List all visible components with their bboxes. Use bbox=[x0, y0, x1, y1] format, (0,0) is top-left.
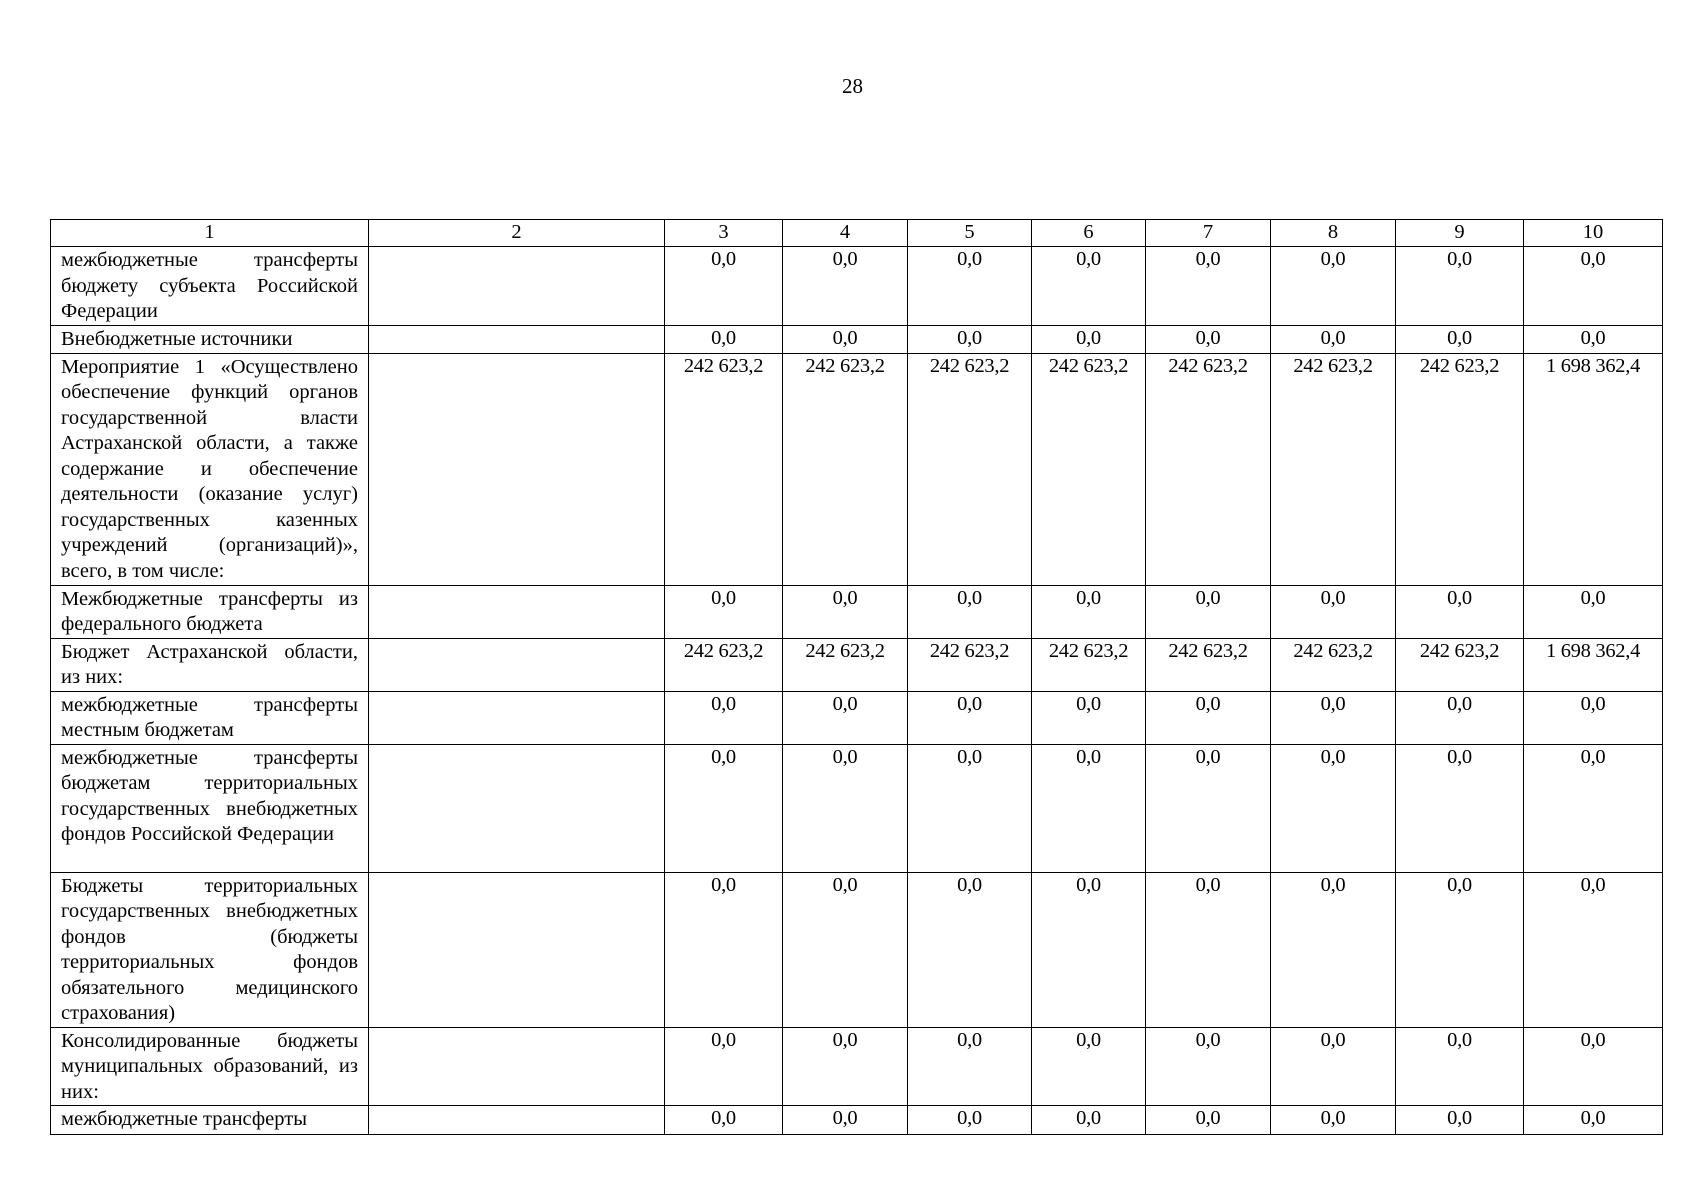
value-cell: 0,0 bbox=[783, 1027, 908, 1106]
row-col2 bbox=[369, 585, 665, 638]
value-cell: 0,0 bbox=[1032, 247, 1146, 326]
value-cell: 0,0 bbox=[1032, 325, 1146, 353]
value-cell: 0,0 bbox=[665, 325, 783, 353]
row-col2 bbox=[369, 744, 665, 872]
row-col2 bbox=[369, 872, 665, 1027]
value-cell: 0,0 bbox=[1146, 247, 1271, 326]
value-cell: 242 623,2 bbox=[1032, 638, 1146, 691]
table-row bbox=[51, 353, 1663, 585]
table-row bbox=[51, 691, 1663, 744]
row-label: межбюджетные трансферты bbox=[51, 1106, 369, 1135]
value-cell: 0,0 bbox=[1146, 1106, 1271, 1135]
column-header: 9 bbox=[1396, 220, 1524, 247]
value-cell: 0,0 bbox=[665, 585, 783, 638]
value-cell: 0,0 bbox=[1146, 691, 1271, 744]
row-col2 bbox=[369, 353, 665, 585]
value-cell: 242 623,2 bbox=[665, 638, 783, 691]
column-header: 2 bbox=[369, 220, 665, 247]
value-cell: 242 623,2 bbox=[1271, 353, 1396, 585]
value-cell: 0,0 bbox=[1524, 872, 1663, 1027]
value-cell: 0,0 bbox=[1271, 247, 1396, 326]
column-header: 5 bbox=[908, 220, 1032, 247]
value-cell: 0,0 bbox=[665, 1106, 783, 1135]
value-cell: 0,0 bbox=[783, 744, 908, 872]
value-cell: 0,0 bbox=[1032, 585, 1146, 638]
value-cell: 242 623,2 bbox=[1146, 353, 1271, 585]
value-cell: 0,0 bbox=[1524, 691, 1663, 744]
value-cell: 0,0 bbox=[1524, 1027, 1663, 1106]
value-cell: 0,0 bbox=[908, 872, 1032, 1027]
value-cell: 0,0 bbox=[665, 247, 783, 326]
value-cell: 1 698 362,4 bbox=[1524, 353, 1663, 585]
value-cell: 0,0 bbox=[665, 872, 783, 1027]
value-cell: 0,0 bbox=[783, 691, 908, 744]
table-row bbox=[51, 247, 1663, 326]
value-cell: 0,0 bbox=[908, 247, 1032, 326]
value-cell: 0,0 bbox=[1524, 744, 1663, 872]
value-cell: 0,0 bbox=[1396, 1106, 1524, 1135]
value-cell: 0,0 bbox=[1146, 585, 1271, 638]
value-cell: 242 623,2 bbox=[1271, 638, 1396, 691]
row-col2 bbox=[369, 1027, 665, 1106]
value-cell: 0,0 bbox=[665, 744, 783, 872]
row-col2 bbox=[369, 325, 665, 353]
value-cell: 0,0 bbox=[1271, 1106, 1396, 1135]
value-cell: 0,0 bbox=[783, 247, 908, 326]
row-label: Межбюджетные трансферты из федерального бюджета bbox=[51, 585, 369, 638]
value-cell: 0,0 bbox=[665, 691, 783, 744]
row-col2 bbox=[369, 1106, 665, 1135]
value-cell: 0,0 bbox=[1396, 585, 1524, 638]
value-cell: 0,0 bbox=[1396, 744, 1524, 872]
value-cell: 0,0 bbox=[1396, 325, 1524, 353]
column-header: 8 bbox=[1271, 220, 1396, 247]
value-cell: 0,0 bbox=[665, 1027, 783, 1106]
value-cell: 0,0 bbox=[783, 872, 908, 1027]
value-cell: 0,0 bbox=[783, 325, 908, 353]
value-cell: 0,0 bbox=[1396, 872, 1524, 1027]
value-cell: 0,0 bbox=[1396, 691, 1524, 744]
row-label: Мероприятие 1 «Осуществлено обеспечение функций органов государственной власти Астраханской области, а также содержание и обеспечение деятельности (оказание услуг) государственных казенных учреждений (организаций)», всего, в том числе: bbox=[51, 353, 369, 585]
row-label: Бюджеты территориальных государственных внебюджетных фондов (бюджеты территориальных фондов обязательного медицинского страхования) bbox=[51, 872, 369, 1027]
value-cell: 0,0 bbox=[1524, 1106, 1663, 1135]
row-col2 bbox=[369, 247, 665, 326]
value-cell: 0,0 bbox=[1032, 872, 1146, 1027]
value-cell: 0,0 bbox=[783, 1106, 908, 1135]
value-cell: 0,0 bbox=[1146, 744, 1271, 872]
value-cell: 0,0 bbox=[1146, 1027, 1271, 1106]
value-cell: 0,0 bbox=[908, 744, 1032, 872]
row-label: Консолидированные бюджеты муниципальных образований, из них: bbox=[51, 1027, 369, 1106]
value-cell: 0,0 bbox=[1271, 325, 1396, 353]
value-cell: 0,0 bbox=[908, 1027, 1032, 1106]
value-cell: 0,0 bbox=[908, 585, 1032, 638]
value-cell: 242 623,2 bbox=[665, 353, 783, 585]
table-row bbox=[51, 872, 1663, 1027]
row-label: Внебюджетные источники bbox=[51, 325, 369, 353]
value-cell: 0,0 bbox=[1032, 1106, 1146, 1135]
row-label: межбюджетные трансферты бюджетам территориальных государственных внебюджетных фондов Российской Федерации bbox=[51, 744, 369, 872]
table-row bbox=[51, 1106, 1663, 1135]
row-label: Бюджет Астраханской области, из них: bbox=[51, 638, 369, 691]
column-header: 7 bbox=[1146, 220, 1271, 247]
value-cell: 242 623,2 bbox=[1032, 353, 1146, 585]
value-cell: 242 623,2 bbox=[783, 638, 908, 691]
column-header: 4 bbox=[783, 220, 908, 247]
table-row bbox=[51, 744, 1663, 872]
table-row bbox=[51, 325, 1663, 353]
value-cell: 242 623,2 bbox=[1396, 638, 1524, 691]
page-number: 28 bbox=[842, 74, 863, 98]
value-cell: 0,0 bbox=[908, 691, 1032, 744]
value-cell: 0,0 bbox=[783, 585, 908, 638]
value-cell: 1 698 362,4 bbox=[1524, 638, 1663, 691]
value-cell: 0,0 bbox=[1146, 872, 1271, 1027]
column-header: 10 bbox=[1524, 220, 1663, 247]
value-cell: 242 623,2 bbox=[783, 353, 908, 585]
value-cell: 0,0 bbox=[1032, 1027, 1146, 1106]
column-header: 1 bbox=[51, 220, 369, 247]
row-label: межбюджетные трансферты местным бюджетам bbox=[51, 691, 369, 744]
column-header: 6 bbox=[1032, 220, 1146, 247]
value-cell: 0,0 bbox=[1396, 1027, 1524, 1106]
value-cell: 0,0 bbox=[1271, 744, 1396, 872]
value-cell: 0,0 bbox=[1271, 585, 1396, 638]
value-cell: 0,0 bbox=[908, 1106, 1032, 1135]
row-col2 bbox=[369, 691, 665, 744]
budget-table bbox=[50, 219, 1663, 1135]
value-cell: 0,0 bbox=[1524, 325, 1663, 353]
value-cell: 242 623,2 bbox=[908, 353, 1032, 585]
row-label: межбюджетные трансферты бюджету субъекта Российской Федерации bbox=[51, 247, 369, 326]
value-cell: 242 623,2 bbox=[1396, 353, 1524, 585]
value-cell: 0,0 bbox=[1271, 691, 1396, 744]
value-cell: 0,0 bbox=[1271, 872, 1396, 1027]
column-number-row bbox=[51, 220, 1663, 247]
value-cell: 0,0 bbox=[1032, 744, 1146, 872]
value-cell: 0,0 bbox=[1524, 247, 1663, 326]
table-row bbox=[51, 585, 1663, 638]
value-cell: 0,0 bbox=[1146, 325, 1271, 353]
table-row bbox=[51, 638, 1663, 691]
table-row bbox=[51, 1027, 1663, 1106]
value-cell: 0,0 bbox=[1271, 1027, 1396, 1106]
value-cell: 0,0 bbox=[1396, 247, 1524, 326]
value-cell: 242 623,2 bbox=[908, 638, 1032, 691]
row-col2 bbox=[369, 638, 665, 691]
value-cell: 242 623,2 bbox=[1146, 638, 1271, 691]
value-cell: 0,0 bbox=[1032, 691, 1146, 744]
value-cell: 0,0 bbox=[908, 325, 1032, 353]
column-header: 3 bbox=[665, 220, 783, 247]
value-cell: 0,0 bbox=[1524, 585, 1663, 638]
